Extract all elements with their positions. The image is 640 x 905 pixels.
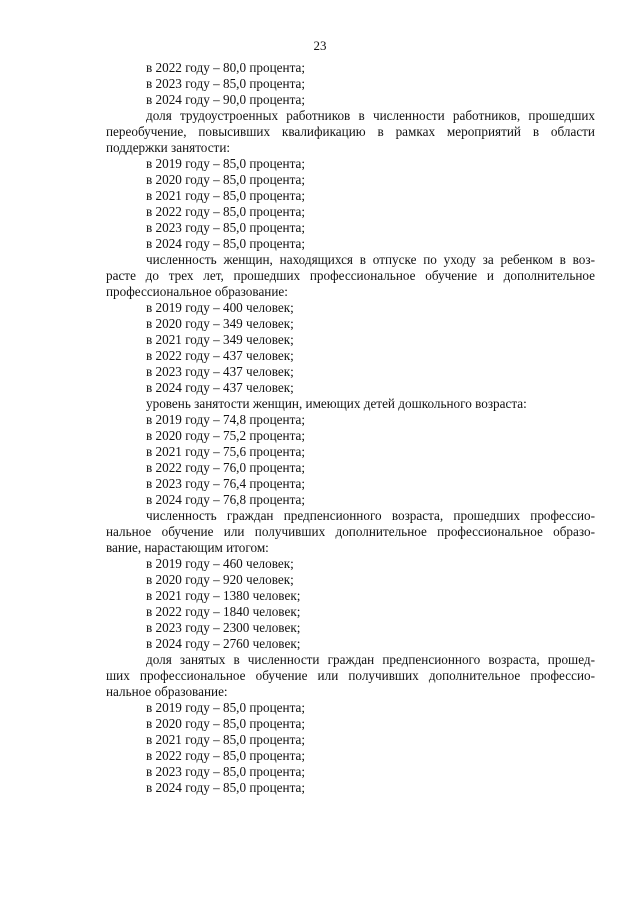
- list-item: в 2021 году – 85,0 процента;: [146, 732, 306, 747]
- item-list: [106, 396, 595, 412]
- paragraph-line: доля занятых в численности граждан предпенсионного возраста, прошед-: [146, 652, 595, 667]
- paragraph-line: доля трудоустроенных работников в численности работников, прошедших: [146, 108, 595, 123]
- list-item: в 2019 году – 85,0 процента;: [146, 700, 306, 715]
- list-item: в 2024 году – 85,0 процента;: [146, 780, 306, 795]
- document-body: [106, 60, 595, 796]
- paragraph-line: нальное обучение или получивших дополнительное профессиональное образо-: [106, 524, 595, 539]
- list-item: в 2022 году – 80,0 процента;: [146, 60, 306, 75]
- paragraph-line: численность женщин, находящихся в отпуске по уходу за ребенком в воз-: [146, 252, 595, 267]
- paragraph: [106, 652, 595, 700]
- list-item: в 2020 году – 75,2 процента;: [146, 428, 306, 443]
- list-item: в 2023 году – 85,0 процента;: [146, 76, 306, 91]
- page-number: 23: [313, 38, 327, 53]
- list-item: в 2019 году – 85,0 процента;: [146, 156, 306, 171]
- item-list: [106, 556, 595, 652]
- list-item: в 2023 году – 76,4 процента;: [146, 476, 306, 491]
- list-item: в 2021 году – 349 человек;: [146, 332, 294, 347]
- item-list: [106, 300, 595, 396]
- list-item: в 2024 году – 437 человек;: [146, 380, 294, 395]
- list-item: в 2019 году – 400 человек;: [146, 300, 294, 315]
- list-item: в 2019 году – 460 человек;: [146, 556, 294, 571]
- paragraph: [106, 108, 595, 156]
- item-list: [106, 700, 595, 796]
- paragraph-line: ших профессиональное обучение или получивших дополнительное профессио-: [106, 668, 595, 683]
- paragraph-line: профессиональное образование:: [106, 284, 288, 299]
- paragraph-line: расте до трех лет, прошедших профессиональное обучение и дополнительное: [106, 268, 595, 283]
- list-item: уровень занятости женщин, имеющих детей дошкольного возраста:: [146, 396, 527, 411]
- list-item: в 2022 году – 85,0 процента;: [146, 204, 306, 219]
- list-item: в 2023 году – 437 человек;: [146, 364, 294, 379]
- list-item: в 2024 году – 90,0 процента;: [146, 92, 306, 107]
- paragraph-line: поддержки занятости:: [106, 140, 231, 155]
- list-item: в 2024 году – 85,0 процента;: [146, 236, 306, 251]
- item-list: [106, 60, 595, 108]
- list-item: в 2022 году – 1840 человек;: [146, 604, 301, 619]
- list-item: в 2024 году – 2760 человек;: [146, 636, 301, 651]
- list-item: в 2023 году – 85,0 процента;: [146, 220, 306, 235]
- paragraph: [106, 508, 595, 556]
- list-item: в 2022 году – 76,0 процента;: [146, 460, 306, 475]
- list-item: в 2021 году – 85,0 процента;: [146, 188, 306, 203]
- list-item: в 2021 году – 75,6 процента;: [146, 444, 306, 459]
- list-item: в 2020 году – 85,0 процента;: [146, 172, 306, 187]
- list-item: в 2020 году – 349 человек;: [146, 316, 294, 331]
- list-item: в 2023 году – 2300 человек;: [146, 620, 301, 635]
- list-item: в 2021 году – 1380 человек;: [146, 588, 301, 603]
- paragraph-line: численность граждан предпенсионного возраста, прошедших профессио-: [146, 508, 595, 523]
- paragraph: [106, 252, 595, 300]
- list-item: в 2019 году – 74,8 процента;: [146, 412, 306, 427]
- list-item: в 2022 году – 85,0 процента;: [146, 748, 306, 763]
- item-list: [106, 412, 595, 508]
- paragraph-line: вание, нарастающим итогом:: [106, 540, 269, 555]
- paragraph-line: переобучение, повысивших квалификацию в рамках мероприятий в области: [106, 124, 595, 139]
- item-list: [106, 156, 595, 252]
- list-item: в 2023 году – 85,0 процента;: [146, 764, 306, 779]
- list-item: в 2020 году – 85,0 процента;: [146, 716, 306, 731]
- list-item: в 2022 году – 437 человек;: [146, 348, 294, 363]
- paragraph-line: нальное образование:: [106, 684, 228, 699]
- list-item: в 2024 году – 76,8 процента;: [146, 492, 306, 507]
- list-item: в 2020 году – 920 человек;: [146, 572, 294, 587]
